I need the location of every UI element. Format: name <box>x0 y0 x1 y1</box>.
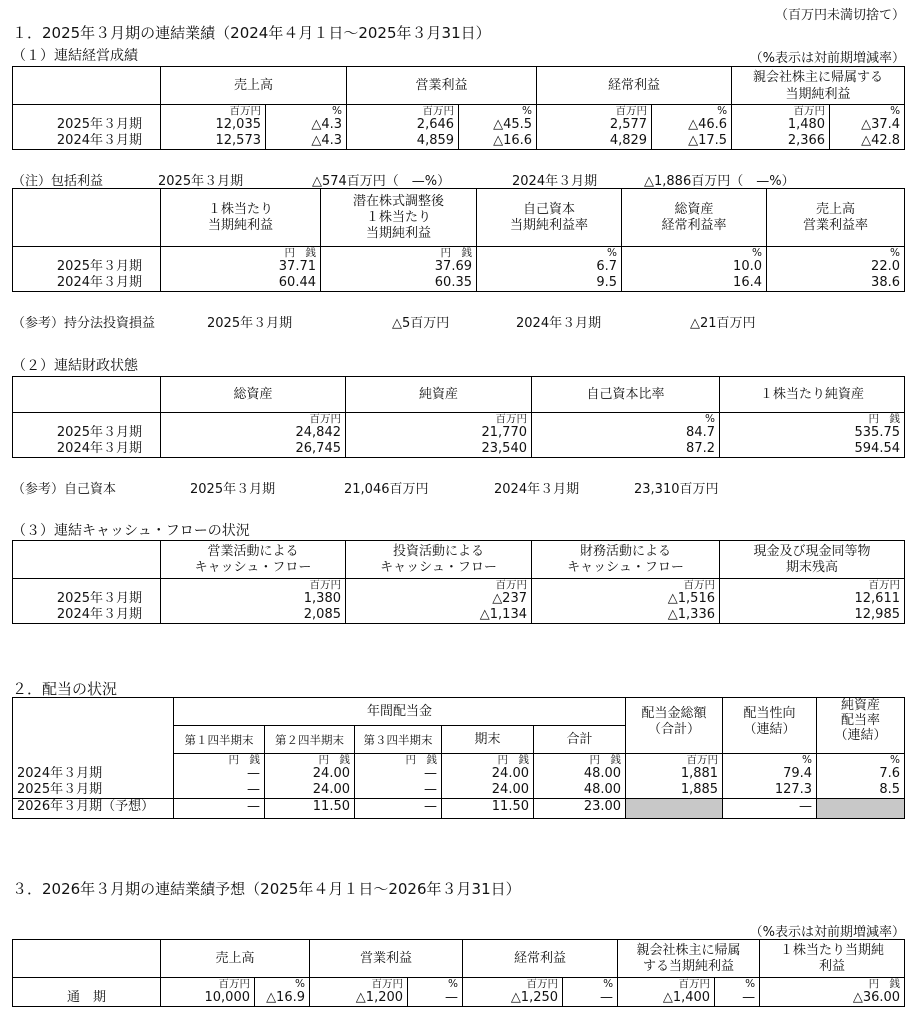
per-share-ratios-table <box>12 188 905 292</box>
unit-cell: 百万円 <box>346 579 532 592</box>
col-year-end: 期末 <box>442 726 534 754</box>
table-row: 2024年３月期 2,085 △1,134 △1,336 12,985 <box>13 607 905 624</box>
col-investing-cf: 投資活動による キャッシュ・フロー <box>346 541 532 579</box>
unit-cell: 百万円 <box>310 978 408 991</box>
subsection-1-title: （１）連結経営成績 <box>12 48 138 64</box>
note-equity-method-year1: 2025年３月期 <box>207 316 293 331</box>
unit-cell: 百万円 <box>161 105 266 118</box>
table-row: 2024年３月期 12,573 △4.3 4,859 △16.6 4,829 △17.5 2,366 △42.8 <box>13 133 905 150</box>
section-3-title: ３．2026年３月期の連結業績予想（2025年４月１日～2026年３月31日） <box>12 880 521 898</box>
unit-cell: 百万円 <box>347 105 459 118</box>
percent-note: （%表示は対前期増減率） <box>749 51 905 66</box>
note-own-capital-year2: 2024年３月期 <box>494 482 580 497</box>
unit-cell: % <box>622 247 767 260</box>
note-comprehensive-value1: △574百万円（ —%） <box>312 174 451 189</box>
dividends-table <box>12 697 905 819</box>
financial-position-table <box>12 376 905 458</box>
col-eps: １株当たり 当期純利益 <box>161 189 321 247</box>
col-q2: 第２四半期末 <box>265 726 355 754</box>
col-ordinary-income: 経常利益 <box>537 67 732 105</box>
table-row: 2025年３月期 24,842 21,770 84.7 535.75 <box>13 425 905 441</box>
col-annual-dividend: 年間配当金 <box>174 698 626 726</box>
unit-cell: 百万円 <box>626 754 723 767</box>
col-net-income: 親会社株主に帰属する 当期純利益 <box>732 67 905 105</box>
note-own-capital-year1: 2025年３月期 <box>190 482 276 497</box>
subsection-3-title: （３）連結キャッシュ・フローの状況 <box>12 523 250 539</box>
col-roe: 自己資本 当期純利益率 <box>477 189 622 247</box>
unit-cell: 百万円 <box>346 413 532 426</box>
unit-cell: % <box>563 978 618 991</box>
note-equity-method-value2: △21百万円 <box>690 316 756 331</box>
col-q1: 第１四半期末 <box>174 726 265 754</box>
note-comprehensive-year2: 2024年３月期 <box>512 174 598 189</box>
col-total-assets: 総資産 <box>161 377 346 413</box>
section-2-title: ２．配当の状況 <box>12 680 118 698</box>
unit-cell: % <box>715 978 760 991</box>
unit-cell: 円 銭 <box>442 754 534 767</box>
unit-cell: % <box>408 978 463 991</box>
col-roa: 総資産 経常利益率 <box>622 189 767 247</box>
unit-cell: % <box>723 754 817 767</box>
col-total-dividends: 配当金総額 （合計） <box>626 698 723 754</box>
shaded-cell <box>626 799 723 819</box>
operating-results-table <box>12 66 905 150</box>
note-equity-method-year2: 2024年３月期 <box>516 316 602 331</box>
section-1-title: １．2025年３月期の連結業績（2024年４月１日～2025年３月31日） <box>12 24 491 42</box>
unit-cell: 百万円 <box>618 978 715 991</box>
unit-cell: % <box>459 105 537 118</box>
col-operating-income: 営業利益 <box>347 67 537 105</box>
note-own-capital-value1: 21,046百万円 <box>344 482 429 497</box>
table-row: 2024年３月期 — 24.00 — 24.00 48.00 1,881 79.4 7.6 <box>13 766 905 782</box>
cash-flow-table <box>12 540 905 624</box>
col-diluted-eps: 潜在株式調整後 １株当たり 当期純利益 <box>321 189 477 247</box>
table-row: 2025年３月期 1,380 △237 △1,516 12,611 <box>13 591 905 607</box>
unit-cell: 円 銭 <box>720 413 905 426</box>
unit-cell: 円 銭 <box>265 754 355 767</box>
col-bps: １株当たり純資産 <box>720 377 905 413</box>
note-own-capital-value2: 23,310百万円 <box>634 482 719 497</box>
unit-cell: 円 銭 <box>321 247 477 260</box>
unit-cell: 百万円 <box>732 105 830 118</box>
col-doe: 純資産 配当率 （連結） <box>817 698 905 754</box>
unit-cell: % <box>767 247 905 260</box>
rounding-note: （百万円未満切捨て） <box>774 8 905 23</box>
unit-cell: % <box>817 754 905 767</box>
unit-cell: 百万円 <box>532 579 720 592</box>
note-comprehensive-label: （注）包括利益 <box>12 174 104 189</box>
table-row: 2025年３月期 37.71 37.69 6.7 10.0 22.0 <box>13 259 905 275</box>
blank-cell <box>13 67 161 105</box>
unit-cell: % <box>532 413 720 426</box>
unit-cell: 円 銭 <box>534 754 626 767</box>
col-equity-ratio: 自己資本比率 <box>532 377 720 413</box>
unit-cell: 百万円 <box>161 579 346 592</box>
col-sales: 売上高 <box>161 67 347 105</box>
note-comprehensive-year1: 2025年３月期 <box>158 174 244 189</box>
unit-cell: % <box>652 105 732 118</box>
unit-cell: % <box>830 105 905 118</box>
unit-cell: 百万円 <box>537 105 652 118</box>
unit-cell: 円 銭 <box>760 978 905 991</box>
shaded-cell <box>817 799 905 819</box>
col-net-income: 親会社株主に帰属 する当期純利益 <box>618 940 760 978</box>
col-eps: １株当たり当期純 利益 <box>760 940 905 978</box>
col-cash-end: 現金及び現金同等物 期末残高 <box>720 541 905 579</box>
table-row: 2025年３月期 — 24.00 — 24.00 48.00 1,885 127.3 8.5 <box>13 782 905 799</box>
unit-cell: 百万円 <box>720 579 905 592</box>
unit-cell: 円 銭 <box>355 754 442 767</box>
col-net-assets: 純資産 <box>346 377 532 413</box>
col-payout-ratio: 配当性向 （連結） <box>723 698 817 754</box>
note-equity-method-label: （参考）持分法投資損益 <box>12 316 156 331</box>
col-operating-income: 営業利益 <box>310 940 463 978</box>
unit-cell: % <box>266 105 347 118</box>
unit-cell: % <box>477 247 622 260</box>
table-row: 2024年３月期 26,745 23,540 87.2 594.54 <box>13 441 905 458</box>
unit-cell: % <box>255 978 310 991</box>
col-ordinary-income: 経常利益 <box>463 940 618 978</box>
note-own-capital-label: （参考）自己資本 <box>12 482 117 497</box>
table-row: 2024年３月期 60.44 60.35 9.5 16.4 38.6 <box>13 275 905 292</box>
forecast-percent-note: （%表示は対前期増減率） <box>749 925 905 940</box>
col-q3: 第３四半期末 <box>355 726 442 754</box>
table-row: 2025年３月期 12,035 △4.3 2,646 △45.5 2,577 △46.6 1,480 △37.4 <box>13 117 905 133</box>
col-op-margin: 売上高 営業利益率 <box>767 189 905 247</box>
unit-cell: 百万円 <box>463 978 563 991</box>
table-row: 2026年３月期（予想） — 11.50 — 11.50 23.00 — <box>13 799 905 819</box>
col-financing-cf: 財務活動による キャッシュ・フロー <box>532 541 720 579</box>
unit-cell: 円 銭 <box>174 754 265 767</box>
col-sales: 売上高 <box>161 940 310 978</box>
forecast-table <box>12 939 905 1007</box>
unit-cell: 百万円 <box>161 978 255 991</box>
note-comprehensive-value2: △1,886百万円（ —%） <box>644 174 795 189</box>
col-total: 合計 <box>534 726 626 754</box>
unit-cell: 円 銭 <box>161 247 321 260</box>
subsection-2-title: （２）連結財政状態 <box>12 358 138 374</box>
unit-cell: 百万円 <box>161 413 346 426</box>
table-row: 通 期 10,000 △16.9 △1,200 — △1,250 — △1,400 — △36.00 <box>13 990 905 1007</box>
col-operating-cf: 営業活動による キャッシュ・フロー <box>161 541 346 579</box>
note-equity-method-value1: △5百万円 <box>392 316 450 331</box>
